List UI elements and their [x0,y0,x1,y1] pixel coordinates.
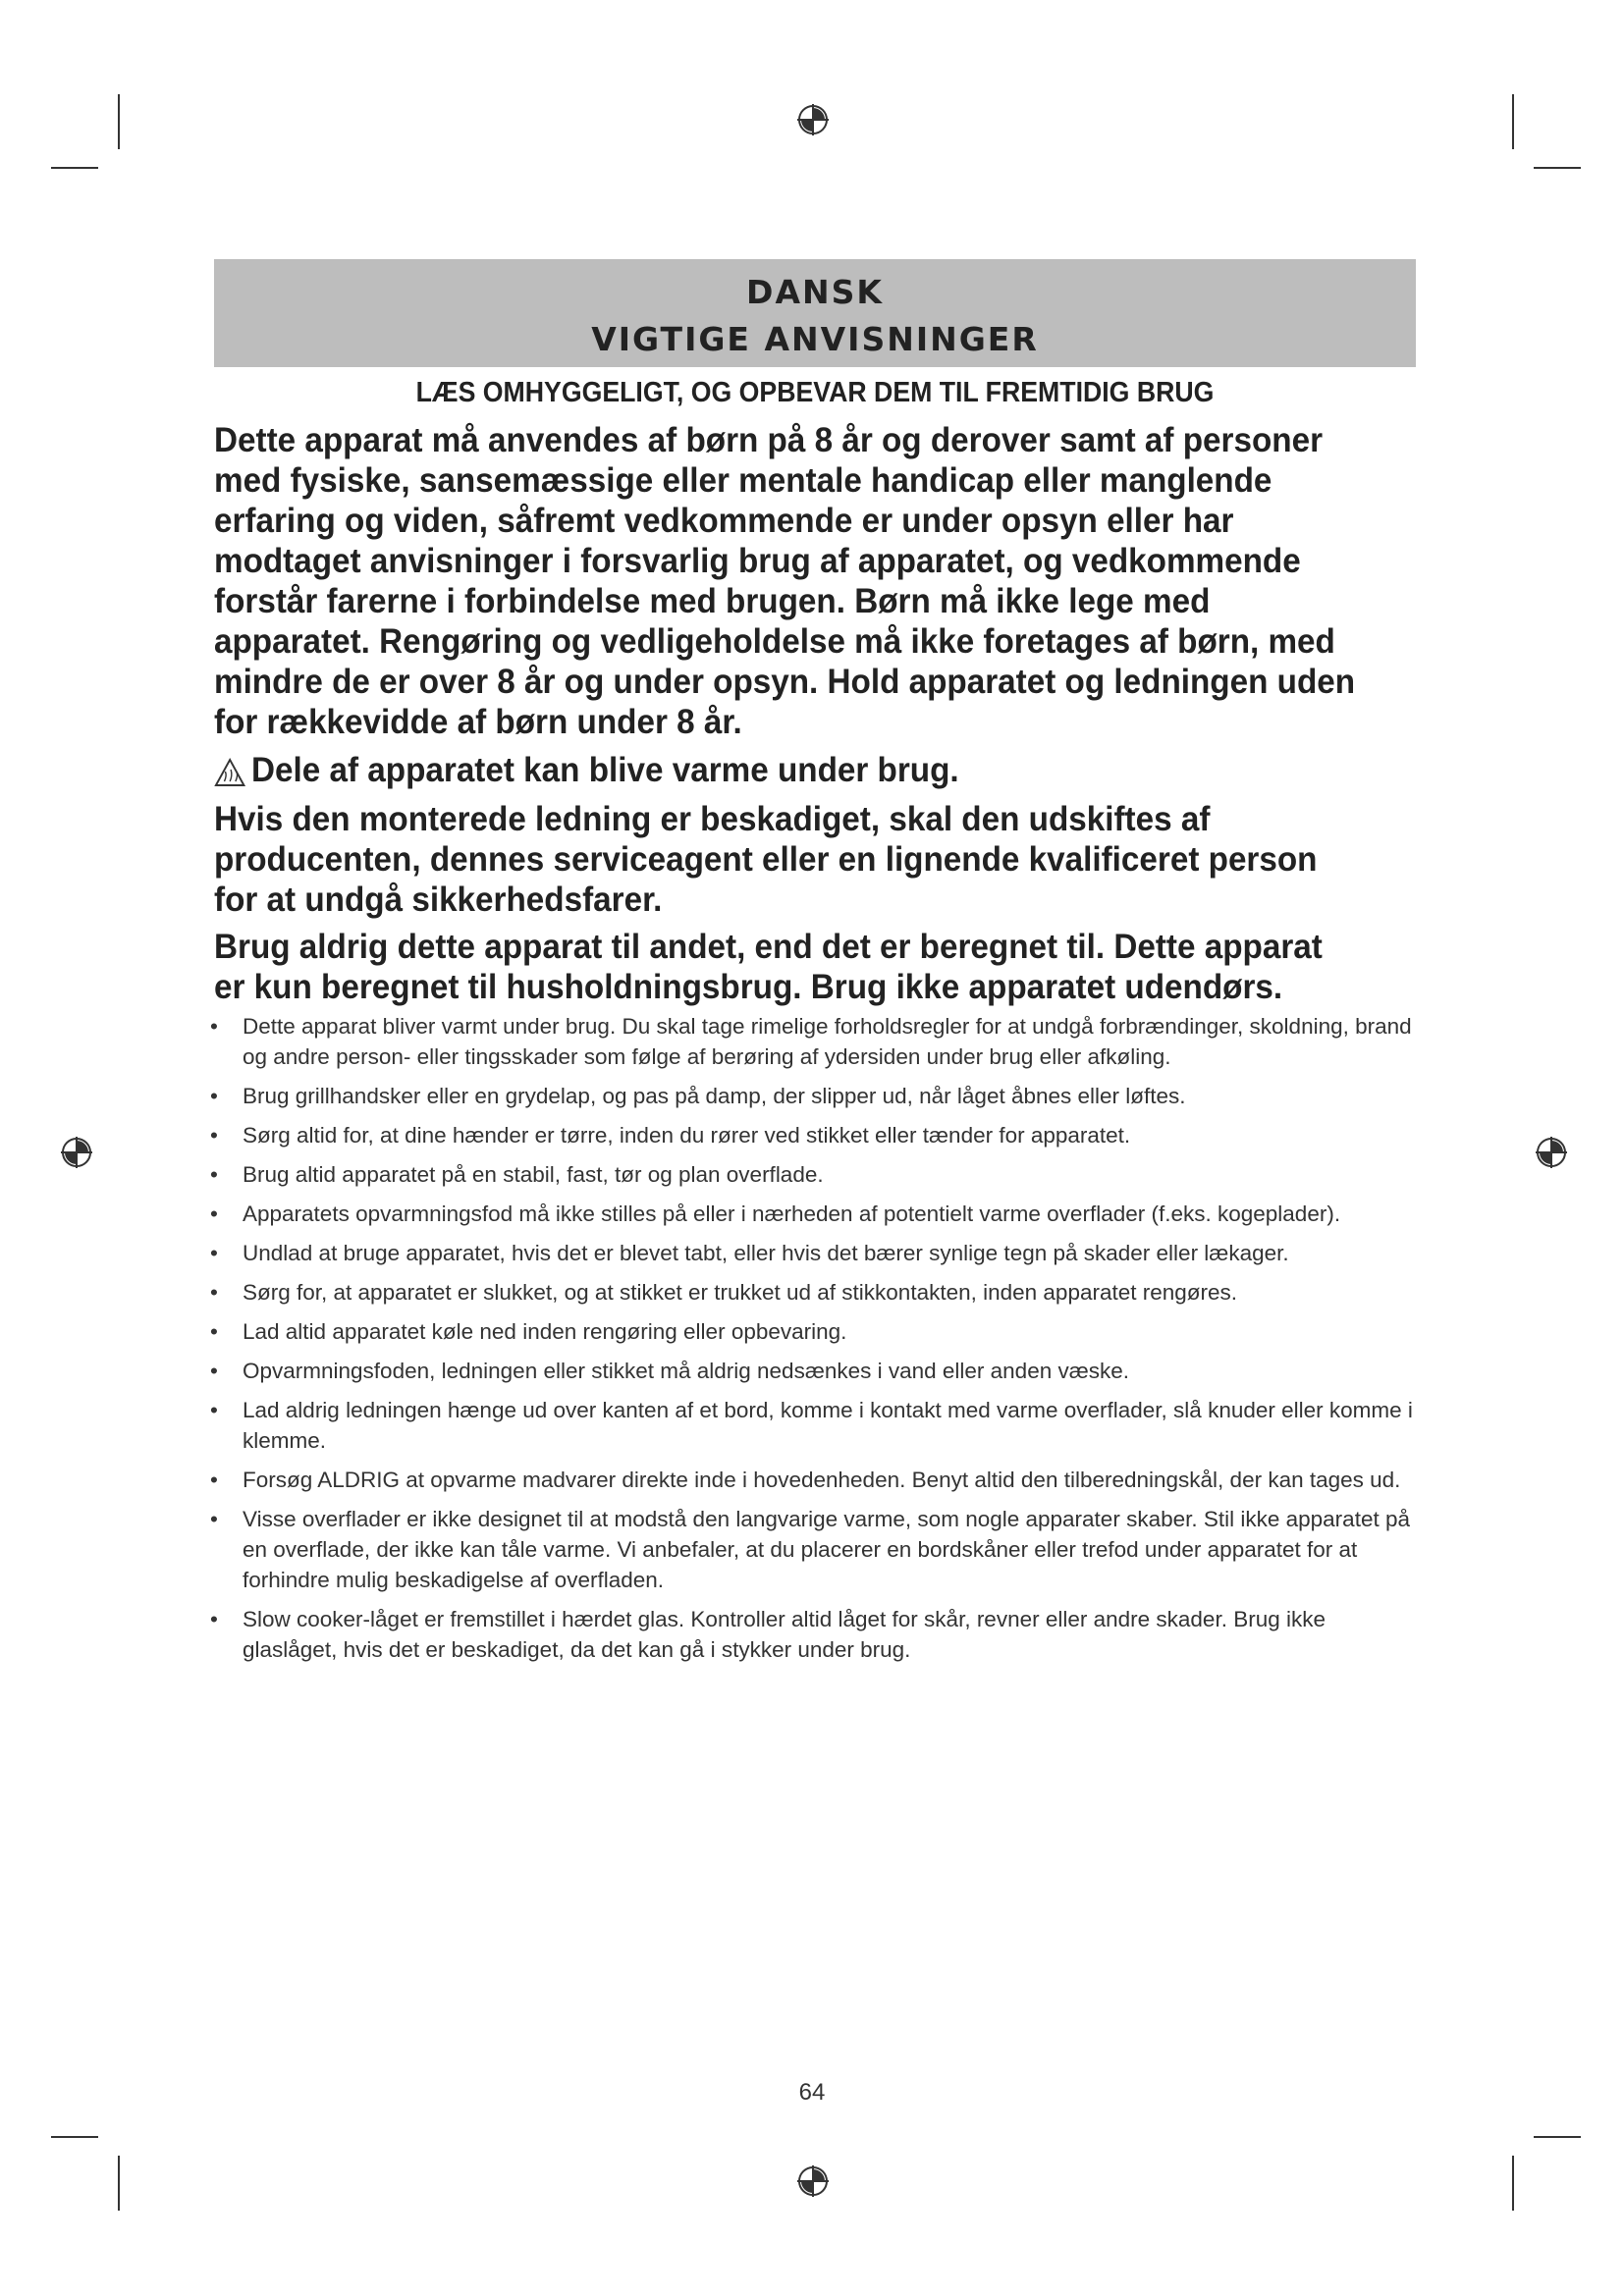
warning-triangle-icon [214,758,245,787]
registration-mark-icon [793,100,833,139]
crop-mark [51,2136,98,2138]
crop-mark [1512,94,1514,149]
language-heading: DANSK [746,273,884,311]
page-number: 64 [798,2079,826,2106]
list-item: • Brug altid apparatet på en stabil, fast, tør og plan overflade. [208,1159,1426,1190]
crop-mark [118,2156,120,2211]
list-item: • Sørg altid for, at dine hænder er tørre, inden du rører ved stikket eller tænder for apparatet. [208,1120,1426,1150]
crop-mark [1534,2136,1581,2138]
header-banner [214,259,1416,367]
warning-children: Dette apparat må anvendes af børn på 8 år og derover samt af personer med fysiske, sansemæssige eller mentale handicap eller manglende erfaring og viden, såfremt vedkommende er under opsyn eller har modtaget anvisninger i forsvarlig brug af apparatet, og vedkommende forstår farerne i forbindelse med brugen. Børn må ikke lege med apparatet. Rengøring og vedligeholdelse må ikke foretages af børn, med mindre de er over 8 år og under opsyn. Hold apparatet og ledningen uden for rækkevidde af børn under 8 år. [214,421,1356,741]
crop-mark [51,167,98,169]
warning-usage: Brug aldrig dette apparat til andet, end det er beregnet til. Dette apparat er kun beregnet til husholdningsbrug. Brug ikke apparatet udendørs. [214,928,1323,1006]
warning-hot-parts-text: Dele af apparatet kan blive varme under brug. [251,751,959,789]
crop-mark [118,94,120,149]
list-item: • Visse overflader er ikke designet til at modstå den langvarige varme, som nogle apparater skaber. Stil ikke apparatet på en overflade, der ikke kan tåle varme. Vi anbefaler, at du placerer en bordskåner eller trefod under apparatet for at forhindre mulig beskadigelse af overfladen. [208,1504,1426,1595]
registration-mark-icon [793,2162,833,2201]
list-item: • Lad aldrig ledningen hænge ud over kanten af et bord, komme i kontakt med varme overflader, slå knuder eller komme i klemme. [208,1395,1426,1456]
list-item: • Dette apparat bliver varmt under brug. Du skal tage rimelige forholdsregler for at undgå forbrændinger, skoldning, brand og andre person- eller tingsskader som følge af berøring af ydersiden under brug eller afkøling. [208,1011,1426,1072]
warning-cord: Hvis den monterede ledning er beskadiget, skal den udskiftes af producenten, dennes serviceagent eller en lignende kvalificeret person for at undgå sikkerhedsfarer. [214,800,1318,919]
list-item: • Slow cooker-låget er fremstillet i hærdet glas. Kontroller altid låget for skår, revner eller andre skader. Brug ikke glaslåget, hvis det er beskadiget, da det kan gå i stykker under brug. [208,1604,1426,1665]
safety-bullet-list [208,1011,1426,1674]
list-item: • Brug grillhandsker eller en grydelap, og pas på damp, der slipper ud, når låget åbnes eller løftes. [208,1081,1426,1111]
list-item: • Lad altid apparatet køle ned inden rengøring eller opbevaring. [208,1316,1426,1347]
crop-mark [1512,2156,1514,2211]
registration-mark-icon [1532,1133,1571,1172]
list-item: • Undlad at bruge apparatet, hvis det er blevet tabt, eller hvis det bærer synlige tegn på skader eller lækager. [208,1238,1426,1268]
list-item: • Apparatets opvarmningsfod må ikke stilles på eller i nærheden af potentielt varme overflader (f.eks. kogeplader). [208,1199,1426,1229]
registration-mark-icon [57,1133,96,1172]
page-title: VIGTIGE ANVISNINGER [591,320,1039,358]
subheading: LÆS OMHYGGELIGT, OG OPBEVAR DEM TIL FREMTIDIG BRUG [415,377,1215,408]
list-item: • Opvarmningsfoden, ledningen eller stikket må aldrig nedsænkes i vand eller anden væske. [208,1356,1426,1386]
warning-hot-parts [214,750,1362,790]
crop-mark [1534,167,1581,169]
list-item: • Forsøg ALDRIG at opvarme madvarer direkte inde i hovedenheden. Benyt altid den tilberedningskål, der kan tages ud. [208,1465,1426,1495]
list-item: • Sørg for, at apparatet er slukket, og at stikket er trukket ud af stikkontakten, inden apparatet rengøres. [208,1277,1426,1308]
